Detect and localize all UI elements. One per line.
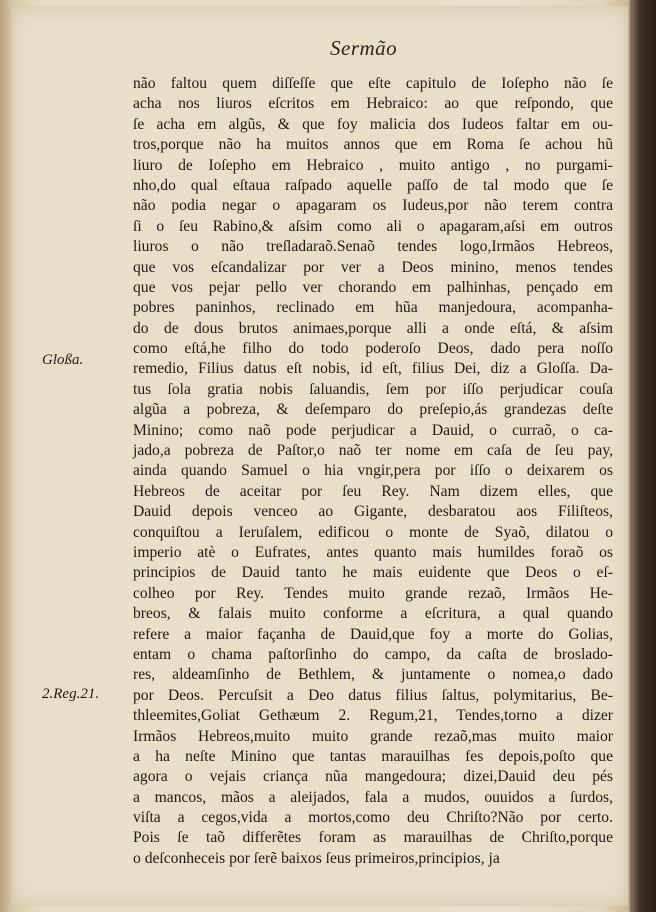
text-line: acha nos liuros eſcritos em Hebraico: ao que reſpondo, que	[133, 95, 613, 113]
text-line: como eſtá,he filho do todo poderoſo Deos, dado pera noſſo	[133, 340, 613, 358]
text-line: ſi o ſeu Rabino,& aſsim como ali o apagaram,aſsi em outros	[133, 217, 613, 235]
text-line: principios de Dauid tanto he mais euidente que Deos o eſ-	[133, 564, 613, 582]
text-line: liuro de Ioſepho em Hebraico , muito antigo , no purgami-	[133, 156, 613, 174]
text-line: pobres paninhos, reclinado em hũa manjedoura, acompanha-	[133, 299, 613, 317]
text-line: Pois ſe taõ differẽtes foram as marauilhas de Chriſto,porque	[133, 829, 613, 847]
text-line: a mancos, mãos a aleijados, fala a mudos, ouuidos a ſurdos,	[133, 788, 613, 806]
text-line: ainda quando Samuel o hia vngir,pera por iſſo o deixarem os	[133, 462, 613, 480]
text-line: jado,a pobreza de Paſtor,o naõ ter nome em caſa de ſeu pay,	[133, 442, 613, 460]
margin-note-reg: 2.Reg.21.	[42, 686, 100, 702]
book-gutter	[630, 0, 656, 912]
margin-note-glossa: Gloßa.	[42, 352, 84, 368]
text-line: por Deos. Percuſsit a Deo datus filius ſaltus, polymitarius, Be-	[133, 686, 613, 704]
text-line: viſta a cegos,vida a mortos,como deu Chriſto?Não por certo.	[133, 809, 613, 827]
text-line: entam o chama paſtorſinho do campo, da caſta de broslado-	[133, 645, 613, 663]
body-text	[133, 74, 613, 869]
text-line: Hebreos de aceitar por ſeu Rey. Nam dizem elles, que	[133, 482, 613, 500]
text-line: breos, & falais muito conforme a eſcritura, a qual quando	[133, 605, 613, 623]
text-line: thleemites,Goliat Gethæum 2. Regum,21, Tendes,torno a dizer	[133, 707, 613, 725]
text-line: remedio, Filius datus eſt nobis, id eſt, filius Dei, diz a Gloſſa. Da-	[133, 360, 613, 378]
text-line: algũa a pobreza, & deſemparo do preſepio,ás grandezas deſte	[133, 401, 613, 419]
text-line: tus ſola gratia nobis ſaluandis, ſem por iſſo perjudicar couſa	[133, 380, 613, 398]
running-title: Sermão	[330, 36, 398, 60]
text-line: não faltou quem diſſeſſe que eſte capitulo de Ioſepho não ſe	[133, 75, 613, 92]
text-line: imperio atè o Eufrates, antes quanto mais humildes foraõ os	[133, 543, 613, 561]
text-line: tros,porque não ha muitos annos que em Roma ſe achou hũ	[133, 136, 613, 154]
text-line: Minino; como naõ pode perjudicar a Dauid, o curraõ, o ca-	[133, 421, 613, 439]
text-line: a ha neſte Minino que tantas marauilhas fes depois,poſto que	[133, 747, 613, 765]
text-line: res, aldeamſinho de Bethlem, & juntamente o nomea,o dado	[133, 666, 613, 684]
text-line: ſe acha em algũs, & que foy malicia dos Iudeos faltar em ou-	[133, 115, 613, 133]
text-line: liuros o não treſladaraõ.Senaõ tendes logo,Irmãos Hebreos,	[133, 238, 613, 256]
text-line: colheo por Rey. Tendes muito grande rezaõ, Irmãos He-	[133, 584, 613, 602]
text-line: conquiſtou a Ieruſalem, edificou o monte de Syaõ, dilatou o	[133, 523, 613, 541]
text-line: o deſconheceis por ſerẽ baixos ſeus primeiros,principios, ja	[133, 849, 500, 867]
text-line: do de dous brutos animaes,porque alli a onde eſtá, & aſsim	[133, 319, 613, 337]
text-line: nho,do qual eſtaua raſpado aquelle paſſo de tal modo que ſe	[133, 176, 613, 194]
text-line: Irmãos Hebreos,muito muito grande rezaõ,mas muito maior	[133, 727, 613, 745]
text-line: refere a maior façanha de Dauid,que foy a morte do Golias,	[133, 625, 613, 643]
text-line: que vos eſcandalizar por ver a Deos minino, menos tendes	[133, 258, 613, 276]
text-line: Dauid depois venceo ao Gigante, desbaratou aos Filiſteos,	[133, 503, 613, 521]
text-line: não podia negar o apagaram os Iudeus,por não terem contra	[133, 197, 613, 215]
text-line: agora o vejais criança nũa mangedoura; dizei,Dauid deu pés	[133, 768, 613, 786]
text-line: que vos pejar pello ver chorando em palhinhas, pençado em	[133, 278, 613, 296]
